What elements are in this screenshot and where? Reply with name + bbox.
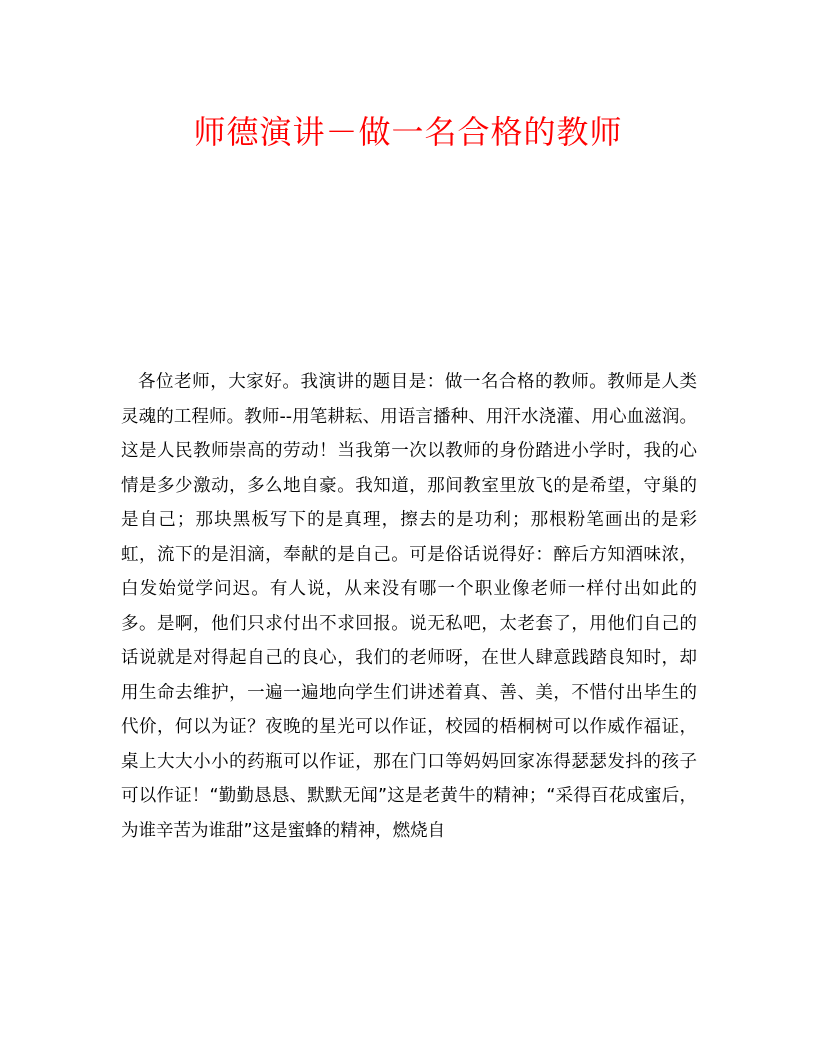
document-title: 师德演讲－做一名合格的教师 bbox=[193, 113, 623, 151]
body-paragraph: 各位老师，大家好。我演讲的题目是：做一名合格的教师。教师是人类灵魂的工程师。教师--用笔耕耘、用语言播种、用汗水浇灌、用心血滋润。这是人民教师崇高的劳动！当我第一次以教师的身份踏进小学时，我的心情是多少激动，多么地自豪。我知道，那间教室里放飞的是希望，守巢的是自己；那块黑板写下的是真理，擦去的是功利；那根粉笔画出的是彩虹，流下的是泪滴，奉献的是自己。可是俗话说得好：醉后方知酒味浓，白发始觉学问迟。有人说，从来没有哪一个职业像老师一样付出如此的多。是啊，他们只求付出不求回报。说无私吧，太老套了，用他们自己的话说就是对得起自己的良心，我们的老师呀，在世人肆意践踏良知时，却用生命去维护，一遍一遍地向学生们讲述着真、善、美，不惜付出毕生的代价，何以为证？夜晚的星光可以作证，校园的梧桐树可以作威作福证，桌上大大小小的药瓶可以作证，那在门口等妈妈回家冻得瑟瑟发抖的孩子可以作证！“勤勤恳恳、默默无闻”这是老黄牛的精神；“采得百花成蜜后，为谁辛苦为谁甜”这是蜜蜂的精神，燃烧自 bbox=[121, 372, 697, 841]
